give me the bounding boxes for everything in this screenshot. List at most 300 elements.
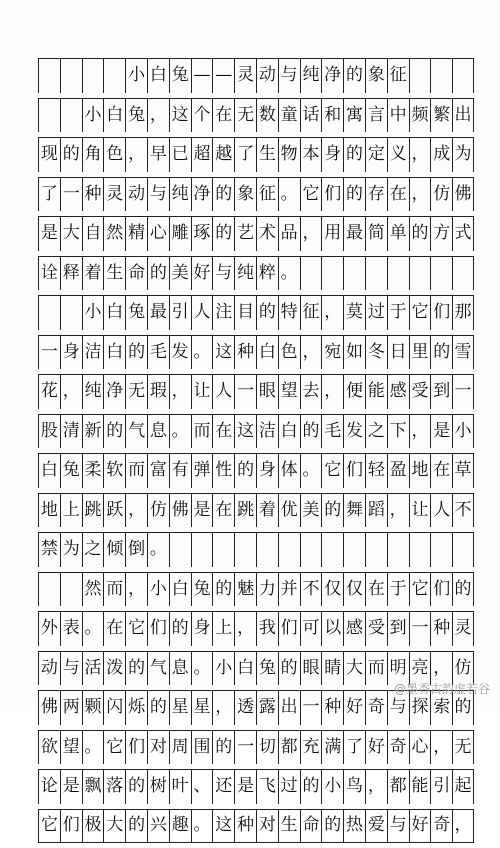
grid-cell: 飞 — [256, 770, 278, 804]
grid-cell: 息 — [169, 652, 191, 686]
grid-cell: 去 — [300, 375, 322, 409]
grid-cell: 兔 — [125, 296, 147, 330]
grid-cell: 是 — [60, 770, 82, 804]
grid-cell — [365, 257, 387, 291]
grid-cell: 精 — [125, 217, 147, 251]
grid-cell: 与 — [60, 652, 82, 686]
grid-cell: ， — [430, 652, 452, 686]
grid-cell: 气 — [147, 652, 169, 686]
grid-cell: 美 — [169, 257, 191, 291]
grid-cell: 们 — [343, 454, 365, 488]
grid-cell: 禁 — [38, 533, 60, 567]
grid-cell: 本 — [300, 138, 322, 172]
grid-cell: 白 — [103, 336, 125, 370]
grid-cell: 身 — [191, 612, 213, 646]
grid-cell: 已 — [169, 138, 191, 172]
grid-cell: 兔 — [191, 573, 213, 607]
grid-cell: 兴 — [147, 810, 169, 843]
grid-cell: 们 — [125, 731, 147, 765]
grid-cell: 然 — [82, 573, 104, 607]
grid-cell: 对 — [256, 810, 278, 843]
grid-cell: 动 — [38, 652, 60, 686]
grid-cell: ， — [321, 296, 343, 330]
grid-cell: 感 — [387, 375, 409, 409]
grid-cell: 的 — [147, 691, 169, 725]
grid-cell: 。 — [191, 652, 213, 686]
grid-cell: 切 — [256, 731, 278, 765]
grid-cell: 轻 — [365, 454, 387, 488]
grid-cell: 白 — [234, 652, 256, 686]
grid-cell: 围 — [191, 731, 213, 765]
grid-cell — [409, 59, 431, 93]
grid-cell: 小 — [321, 770, 343, 804]
grid-cell: 定 — [365, 138, 387, 172]
grid-cell: — — [212, 59, 234, 93]
grid-cell: 了 — [343, 731, 365, 765]
grid-cell: 生 — [256, 138, 278, 172]
grid-cell: 好 — [191, 257, 213, 291]
grid-cell: 兔 — [169, 59, 191, 93]
grid-cell: 命 — [125, 257, 147, 291]
grid-cell — [387, 257, 409, 291]
grid-cell: 这 — [169, 99, 191, 133]
grid-cell: 一 — [234, 731, 256, 765]
grid-cell: 一 — [300, 691, 322, 725]
grid-cell: 如 — [343, 336, 365, 370]
grid-cell: 颗 — [82, 691, 104, 725]
grid-cell: 索 — [430, 691, 452, 725]
grid-cell: 净 — [191, 178, 213, 212]
grid-cell — [234, 533, 256, 567]
grid-cell: 们 — [147, 612, 169, 646]
grid-cell: 与 — [212, 257, 234, 291]
grid-cell: 的 — [125, 652, 147, 686]
grid-cell: 瑕 — [147, 375, 169, 409]
grid-cell: 落 — [103, 770, 125, 804]
grid-row — [38, 414, 474, 449]
grid-cell: 眼 — [300, 652, 322, 686]
grid-cell: 小 — [452, 415, 474, 449]
grid-cell: 人 — [191, 296, 213, 330]
grid-cell: 现 — [38, 138, 60, 172]
grid-cell: ， — [387, 494, 409, 528]
grid-cell — [321, 257, 343, 291]
grid-cell: 盈 — [387, 454, 409, 488]
grid-cell: 的 — [234, 454, 256, 488]
grid-cell: 冬 — [365, 336, 387, 370]
grid-cell: 一 — [60, 178, 82, 212]
grid-cell: 而 — [365, 652, 387, 686]
grid-row — [38, 137, 474, 172]
grid-cell: 的 — [212, 573, 234, 607]
grid-cell: 睛 — [321, 652, 343, 686]
grid-cell — [38, 99, 60, 133]
grid-cell: 上 — [60, 494, 82, 528]
grid-row — [38, 453, 474, 488]
grid-cell: 用 — [321, 217, 343, 251]
grid-cell: 的 — [125, 810, 147, 843]
grid-cell: 象 — [234, 178, 256, 212]
grid-cell: 式 — [452, 217, 474, 251]
grid-cell: 简 — [365, 217, 387, 251]
grid-cell: 在 — [387, 178, 409, 212]
grid-cell: 的 — [125, 770, 147, 804]
grid-cell: 露 — [256, 691, 278, 725]
grid-cell — [452, 59, 474, 93]
grid-cell: 在 — [365, 573, 387, 607]
grid-cell: 艺 — [234, 217, 256, 251]
grid-cell: 奇 — [430, 810, 452, 843]
grid-cell: 跳 — [82, 494, 104, 528]
grid-cell: 兔 — [60, 454, 82, 488]
grid-cell: 让 — [191, 375, 213, 409]
grid-cell: 为 — [452, 138, 474, 172]
grid-cell — [321, 533, 343, 567]
grid-cell: 毛 — [321, 415, 343, 449]
grid-cell: 一 — [452, 375, 474, 409]
grid-cell: 好 — [343, 691, 365, 725]
grid-cell: 的 — [452, 691, 474, 725]
grid-cell — [38, 573, 60, 607]
grid-cell: 以 — [321, 612, 343, 646]
grid-cell: 灵 — [103, 178, 125, 212]
grid-cell — [212, 533, 234, 567]
grid-cell: 在 — [430, 454, 452, 488]
grid-cell: 两 — [60, 691, 82, 725]
grid-row — [38, 256, 474, 291]
grid-cell: 佛 — [38, 691, 60, 725]
grid-cell: 新 — [82, 415, 104, 449]
grid-cell: 下 — [387, 415, 409, 449]
grid-cell: 言 — [365, 99, 387, 133]
grid-cell — [60, 59, 82, 93]
grid-cell: 过 — [278, 770, 300, 804]
grid-cell: 它 — [321, 454, 343, 488]
grid-cell: 小 — [82, 296, 104, 330]
grid-cell: 仅 — [321, 573, 343, 607]
grid-cell: 于 — [387, 296, 409, 330]
grid-cell: 论 — [38, 770, 60, 804]
grid-cell: 满 — [321, 731, 343, 765]
grid-cell — [256, 533, 278, 567]
grid-cell: 倾 — [103, 533, 125, 567]
grid-cell: 琢 — [191, 217, 213, 251]
grid-cell: 白 — [103, 296, 125, 330]
grid-cell: 。 — [82, 731, 104, 765]
grid-cell: 气 — [125, 415, 147, 449]
grid-cell: ， — [147, 99, 169, 133]
grid-cell: ， — [430, 731, 452, 765]
grid-row — [38, 493, 474, 528]
grid-cell: 中 — [387, 99, 409, 133]
grid-cell: 跳 — [234, 494, 256, 528]
grid-cell: 感 — [343, 612, 365, 646]
grid-cell: 毛 — [147, 336, 169, 370]
grid-cell: 在 — [212, 99, 234, 133]
grid-cell: 软 — [103, 454, 125, 488]
grid-cell: 征 — [300, 296, 322, 330]
grid-cell: 佛 — [452, 178, 474, 212]
grid-cell: 里 — [409, 336, 431, 370]
grid-cell: 种 — [321, 691, 343, 725]
grid-cell: 仿 — [452, 652, 474, 686]
grid-cell — [60, 99, 82, 133]
grid-cell: 纯 — [234, 257, 256, 291]
grid-cell: 力 — [256, 573, 278, 607]
grid-cell: 无 — [125, 375, 147, 409]
grid-cell: 雪 — [452, 336, 474, 370]
grid-cell — [430, 257, 452, 291]
grid-cell: 、 — [191, 770, 213, 804]
grid-cell: 自 — [82, 217, 104, 251]
grid-cell: 上 — [212, 612, 234, 646]
grid-cell: 种 — [430, 612, 452, 646]
grid-cell: 品 — [278, 217, 300, 251]
grid-cell: 佛 — [169, 494, 191, 528]
grid-cell: 弹 — [191, 454, 213, 488]
grid-cell: 的 — [343, 138, 365, 172]
grid-cell: 无 — [452, 731, 474, 765]
grid-row — [38, 769, 474, 804]
grid-cell: 的 — [212, 178, 234, 212]
grid-cell: 星 — [191, 691, 213, 725]
grid-cell: 清 — [60, 415, 82, 449]
grid-cell: 色 — [278, 336, 300, 370]
grid-cell: 倒 — [125, 533, 147, 567]
grid-cell: 一 — [38, 336, 60, 370]
grid-cell: ， — [125, 494, 147, 528]
grid-cell: 诠 — [38, 257, 60, 291]
grid-cell: 小 — [212, 652, 234, 686]
grid-cell: 的 — [343, 59, 365, 93]
grid-row — [38, 295, 474, 330]
grid-cell: 地 — [409, 454, 431, 488]
grid-cell: 可 — [300, 612, 322, 646]
grid-cell: ， — [125, 138, 147, 172]
grid-cell: 出 — [278, 691, 300, 725]
grid-cell: 的 — [278, 652, 300, 686]
grid-cell: 受 — [365, 612, 387, 646]
grid-cell: 了 — [38, 178, 60, 212]
grid-cell: 义 — [387, 138, 409, 172]
grid-cell — [343, 533, 365, 567]
grid-cell: 跃 — [103, 494, 125, 528]
grid-cell: 引 — [430, 770, 452, 804]
grid-cell — [60, 573, 82, 607]
grid-cell: 们 — [321, 178, 343, 212]
grid-cell: 为 — [60, 533, 82, 567]
grid-cell: 之 — [365, 415, 387, 449]
grid-cell: 那 — [452, 296, 474, 330]
grid-cell: 大 — [343, 652, 365, 686]
grid-cell: 白 — [38, 454, 60, 488]
grid-cell — [387, 533, 409, 567]
grid-cell — [300, 533, 322, 567]
grid-cell: 净 — [103, 375, 125, 409]
grid-cell: 们 — [60, 810, 82, 843]
grid-cell: 仿 — [147, 494, 169, 528]
grid-cell: 超 — [191, 138, 213, 172]
grid-cell: 性 — [212, 454, 234, 488]
grid-cell: 仿 — [430, 178, 452, 212]
grid-cell: 动 — [125, 178, 147, 212]
grid-cell: 受 — [409, 375, 431, 409]
grid-cell: 而 — [191, 415, 213, 449]
grid-cell — [82, 59, 104, 93]
grid-cell: 小 — [82, 99, 104, 133]
grid-row — [38, 532, 474, 567]
grid-cell: 并 — [278, 573, 300, 607]
grid-cell: 的 — [147, 257, 169, 291]
grid-cell: 们 — [278, 612, 300, 646]
grid-cell: 的 — [321, 810, 343, 843]
grid-cell: ， — [365, 770, 387, 804]
grid-cell: 的 — [103, 415, 125, 449]
grid-cell: 最 — [147, 296, 169, 330]
grid-cell: 个 — [191, 99, 213, 133]
grid-cell: 种 — [234, 336, 256, 370]
grid-cell: 亮 — [409, 652, 431, 686]
grid-cell: 白 — [256, 336, 278, 370]
grid-cell: 便 — [343, 375, 365, 409]
grid-cell: 和 — [321, 99, 343, 133]
writing-grid — [38, 58, 474, 848]
grid-cell: 它 — [409, 296, 431, 330]
grid-cell: 是 — [38, 217, 60, 251]
grid-cell: 的 — [212, 217, 234, 251]
grid-cell: 到 — [430, 375, 452, 409]
grid-cell — [38, 59, 60, 93]
grid-cell: 洁 — [256, 415, 278, 449]
grid-cell: 有 — [169, 454, 191, 488]
grid-cell: 的 — [300, 770, 322, 804]
grid-cell: 频 — [409, 99, 431, 133]
grid-cell: — — [191, 59, 213, 93]
grid-cell: 明 — [387, 652, 409, 686]
grid-cell: 体 — [278, 454, 300, 488]
grid-cell: 热 — [343, 810, 365, 843]
grid-cell: 是 — [191, 494, 213, 528]
grid-cell — [430, 533, 452, 567]
grid-cell: 数 — [256, 99, 278, 133]
grid-cell — [169, 533, 191, 567]
grid-cell: 魅 — [234, 573, 256, 607]
grid-cell: 们 — [430, 296, 452, 330]
grid-cell: 心 — [409, 731, 431, 765]
grid-cell: 与 — [278, 59, 300, 93]
grid-cell: 的 — [430, 336, 452, 370]
grid-cell: 。 — [147, 533, 169, 567]
grid-cell: 不 — [452, 494, 474, 528]
grid-cell: 征 — [387, 59, 409, 93]
grid-cell: 术 — [256, 217, 278, 251]
grid-cell: 出 — [452, 99, 474, 133]
grid-cell: 在 — [103, 612, 125, 646]
grid-cell — [365, 533, 387, 567]
grid-cell: 。 — [169, 415, 191, 449]
grid-cell: 注 — [212, 296, 234, 330]
grid-row — [38, 335, 474, 370]
grid-cell: 一 — [234, 375, 256, 409]
grid-cell: 它 — [125, 612, 147, 646]
grid-cell: 繁 — [430, 99, 452, 133]
grid-cell: 小 — [147, 573, 169, 607]
grid-cell: 是 — [234, 770, 256, 804]
grid-cell: 在 — [212, 415, 234, 449]
grid-cell: 望 — [60, 731, 82, 765]
grid-cell: 不 — [300, 573, 322, 607]
grid-cell: 童 — [278, 99, 300, 133]
grid-cell: 成 — [430, 138, 452, 172]
grid-cell: 兔 — [256, 652, 278, 686]
grid-cell: 望 — [278, 375, 300, 409]
grid-cell: ， — [409, 138, 431, 172]
grid-cell: 而 — [125, 454, 147, 488]
grid-cell: ， — [60, 375, 82, 409]
grid-cell: 表 — [60, 612, 82, 646]
grid-cell: 星 — [169, 691, 191, 725]
grid-cell: 闪 — [103, 691, 125, 725]
grid-cell: 兔 — [125, 99, 147, 133]
grid-cell: 特 — [278, 296, 300, 330]
grid-cell: 而 — [103, 573, 125, 607]
grid-cell: 对 — [147, 731, 169, 765]
grid-cell: 它 — [409, 573, 431, 607]
grid-cell: 的 — [452, 573, 474, 607]
grid-cell: 存 — [365, 178, 387, 212]
grid-cell: 身 — [60, 336, 82, 370]
grid-cell — [300, 257, 322, 291]
grid-cell: 心 — [147, 217, 169, 251]
grid-cell: 与 — [147, 178, 169, 212]
grid-cell: 还 — [212, 770, 234, 804]
grid-row — [38, 58, 474, 93]
grid-cell: ， — [125, 573, 147, 607]
grid-cell: 它 — [38, 810, 60, 843]
grid-cell: 之 — [82, 533, 104, 567]
grid-cell: 极 — [82, 810, 104, 843]
grid-cell: 的 — [169, 612, 191, 646]
grid-cell: 。 — [191, 810, 213, 843]
grid-cell: 白 — [103, 99, 125, 133]
grid-cell: 命 — [300, 810, 322, 843]
grid-cell: 方 — [430, 217, 452, 251]
grid-cell: 股 — [38, 415, 60, 449]
grid-cell: 了 — [234, 138, 256, 172]
grid-cell: 活 — [82, 652, 104, 686]
grid-cell: 发 — [343, 415, 365, 449]
grid-cell: 目 — [234, 296, 256, 330]
grid-cell: 白 — [169, 573, 191, 607]
grid-cell: ， — [212, 691, 234, 725]
grid-cell: 它 — [300, 178, 322, 212]
grid-cell: 富 — [147, 454, 169, 488]
grid-cell: 。 — [278, 257, 300, 291]
grid-cell: 。 — [82, 612, 104, 646]
grid-cell: 的 — [212, 731, 234, 765]
grid-cell: 人 — [430, 494, 452, 528]
grid-cell: 净 — [321, 59, 343, 93]
grid-cell: 象 — [365, 59, 387, 93]
grid-cell: 蹈 — [365, 494, 387, 528]
grid-cell: 纯 — [82, 375, 104, 409]
grid-cell: 话 — [300, 99, 322, 133]
grid-cell: 生 — [278, 810, 300, 843]
grid-cell: 外 — [38, 612, 60, 646]
grid-cell: 早 — [147, 138, 169, 172]
grid-row — [38, 730, 474, 765]
grid-cell: ， — [452, 810, 474, 843]
